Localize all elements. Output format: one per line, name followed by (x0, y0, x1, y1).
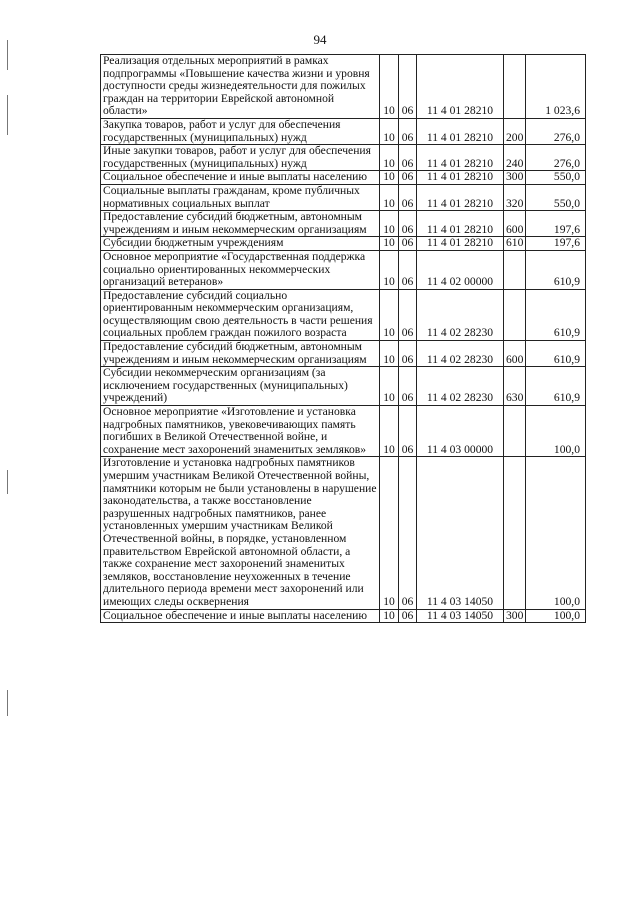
table-row (101, 250, 586, 289)
row-expense-type-code: 630 (504, 367, 526, 406)
row-description: Субсидии некоммерческим организациям (за исключением государственных (муниципальных) учреждений) (101, 367, 380, 406)
table-row (101, 367, 586, 406)
row-amount: 197,6 (526, 211, 586, 237)
row-expense-type-code: 300 (504, 171, 526, 185)
row-description: Предоставление субсидий бюджетным, автономным учреждениям и иным некоммерческим организациям (101, 211, 380, 237)
row-subsection-code: 06 (399, 367, 417, 406)
row-expense-type-code: 600 (504, 341, 526, 367)
row-description: Иные закупки товаров, работ и услуг для обеспечения государственных (муниципальных) нужд (101, 145, 380, 171)
row-description: Реализация отдельных мероприятий в рамках подпрограммы «Повышение качества жизни и уровня доступности среды жизнедеятельности для пожилых граждан на территории Еврейской автономной области» (101, 55, 380, 119)
row-description: Социальные выплаты гражданам, кроме публичных нормативных социальных выплат (101, 184, 380, 210)
table-row (101, 609, 586, 623)
page-number: 94 (313, 32, 327, 47)
row-amount: 276,0 (526, 145, 586, 171)
row-target-article-code: 11 4 02 28230 (417, 341, 504, 367)
row-section-code: 10 (380, 406, 399, 457)
row-expense-type-code (504, 55, 526, 119)
row-description: Основное мероприятие «Государственная поддержка социально ориентированных некоммерческих организаций ветеранов» (101, 250, 380, 289)
row-subsection-code: 06 (399, 609, 417, 623)
row-subsection-code: 06 (399, 118, 417, 144)
row-section-code: 10 (380, 457, 399, 609)
binder-mark (7, 40, 8, 70)
row-description: Закупка товаров, работ и услуг для обеспечения государственных (муниципальных) нужд (101, 118, 380, 144)
row-expense-type-code: 320 (504, 184, 526, 210)
table-row (101, 406, 586, 457)
row-description: Предоставление субсидий социально ориентированным некоммерческим организациям, осуществляющим свою деятельность в части решения социальных проблем граждан пожилого возраста (101, 289, 380, 340)
row-amount: 1 023,6 (526, 55, 586, 119)
row-expense-type-code: 600 (504, 211, 526, 237)
row-subsection-code: 06 (399, 211, 417, 237)
row-amount: 550,0 (526, 184, 586, 210)
row-section-code: 10 (380, 55, 399, 119)
row-section-code: 10 (380, 367, 399, 406)
table-row (101, 145, 586, 171)
row-expense-type-code: 240 (504, 145, 526, 171)
row-expense-type-code (504, 406, 526, 457)
row-expense-type-code: 300 (504, 609, 526, 623)
budget-table-body (101, 55, 586, 623)
row-description: Основное мероприятие «Изготовление и установка надгробных памятников, увековечивающих память погибших в Великой Отечественной войне, и сохранение мест захоронений знаменитых земляков» (101, 406, 380, 457)
row-subsection-code: 06 (399, 289, 417, 340)
row-amount: 610,9 (526, 341, 586, 367)
row-subsection-code: 06 (399, 250, 417, 289)
row-target-article-code: 11 4 01 28210 (417, 118, 504, 144)
row-amount: 100,0 (526, 609, 586, 623)
row-amount: 550,0 (526, 171, 586, 185)
row-description: Изготовление и установка надгробных памятников умершим участникам Великой Отечественной войны, памятники которым не были установлены в нарушение законодательства, а также восстановление разрушенных надгробных памятников, ранее установленных умершим участникам Великой Отечественной войны, в порядке, установленном правительством Еврейской автономной области, а также сохранение мест захоронений знаменитых земляков, восстановление неухоженных в течение длительного периода времени мест захоронений или имеющих следы осквернения (101, 457, 380, 609)
row-subsection-code: 06 (399, 457, 417, 609)
table-row (101, 289, 586, 340)
row-subsection-code: 06 (399, 406, 417, 457)
row-section-code: 10 (380, 341, 399, 367)
binder-mark (7, 470, 8, 494)
row-description: Предоставление субсидий бюджетным, автономным учреждениям и иным некоммерческим организациям (101, 341, 380, 367)
table-row (101, 341, 586, 367)
row-expense-type-code (504, 289, 526, 340)
row-subsection-code: 06 (399, 55, 417, 119)
row-description: Субсидии бюджетным учреждениям (101, 237, 380, 251)
row-target-article-code: 11 4 02 28230 (417, 289, 504, 340)
row-amount: 197,6 (526, 237, 586, 251)
row-subsection-code: 06 (399, 237, 417, 251)
row-subsection-code: 06 (399, 184, 417, 210)
table-row (101, 457, 586, 609)
row-target-article-code: 11 4 01 28210 (417, 211, 504, 237)
row-amount: 100,0 (526, 457, 586, 609)
row-expense-type-code (504, 250, 526, 289)
row-section-code: 10 (380, 609, 399, 623)
row-expense-type-code (504, 457, 526, 609)
row-section-code: 10 (380, 171, 399, 185)
row-target-article-code: 11 4 01 28210 (417, 55, 504, 119)
row-amount: 610,9 (526, 250, 586, 289)
binder-mark (7, 690, 8, 716)
row-section-code: 10 (380, 211, 399, 237)
row-subsection-code: 06 (399, 145, 417, 171)
row-amount: 276,0 (526, 118, 586, 144)
row-subsection-code: 06 (399, 341, 417, 367)
row-target-article-code: 11 4 01 28210 (417, 145, 504, 171)
row-amount: 610,9 (526, 367, 586, 406)
table-row (101, 55, 586, 119)
row-section-code: 10 (380, 184, 399, 210)
row-target-article-code: 11 4 03 14050 (417, 457, 504, 609)
row-target-article-code: 11 4 02 00000 (417, 250, 504, 289)
row-target-article-code: 11 4 01 28210 (417, 237, 504, 251)
table-row (101, 237, 586, 251)
row-target-article-code: 11 4 03 00000 (417, 406, 504, 457)
row-subsection-code: 06 (399, 171, 417, 185)
row-section-code: 10 (380, 237, 399, 251)
binder-mark (7, 95, 8, 135)
row-expense-type-code: 200 (504, 118, 526, 144)
row-expense-type-code: 610 (504, 237, 526, 251)
row-target-article-code: 11 4 01 28210 (417, 171, 504, 185)
budget-table (100, 54, 586, 623)
row-target-article-code: 11 4 03 14050 (417, 609, 504, 623)
table-row (101, 184, 586, 210)
row-target-article-code: 11 4 02 28230 (417, 367, 504, 406)
row-section-code: 10 (380, 145, 399, 171)
row-target-article-code: 11 4 01 28210 (417, 184, 504, 210)
table-row (101, 171, 586, 185)
row-section-code: 10 (380, 118, 399, 144)
table-row (101, 118, 586, 144)
row-section-code: 10 (380, 250, 399, 289)
table-row (101, 211, 586, 237)
row-description: Социальное обеспечение и иные выплаты населению (101, 171, 380, 185)
row-amount: 100,0 (526, 406, 586, 457)
row-description: Социальное обеспечение и иные выплаты населению (101, 609, 380, 623)
row-amount: 610,9 (526, 289, 586, 340)
row-section-code: 10 (380, 289, 399, 340)
